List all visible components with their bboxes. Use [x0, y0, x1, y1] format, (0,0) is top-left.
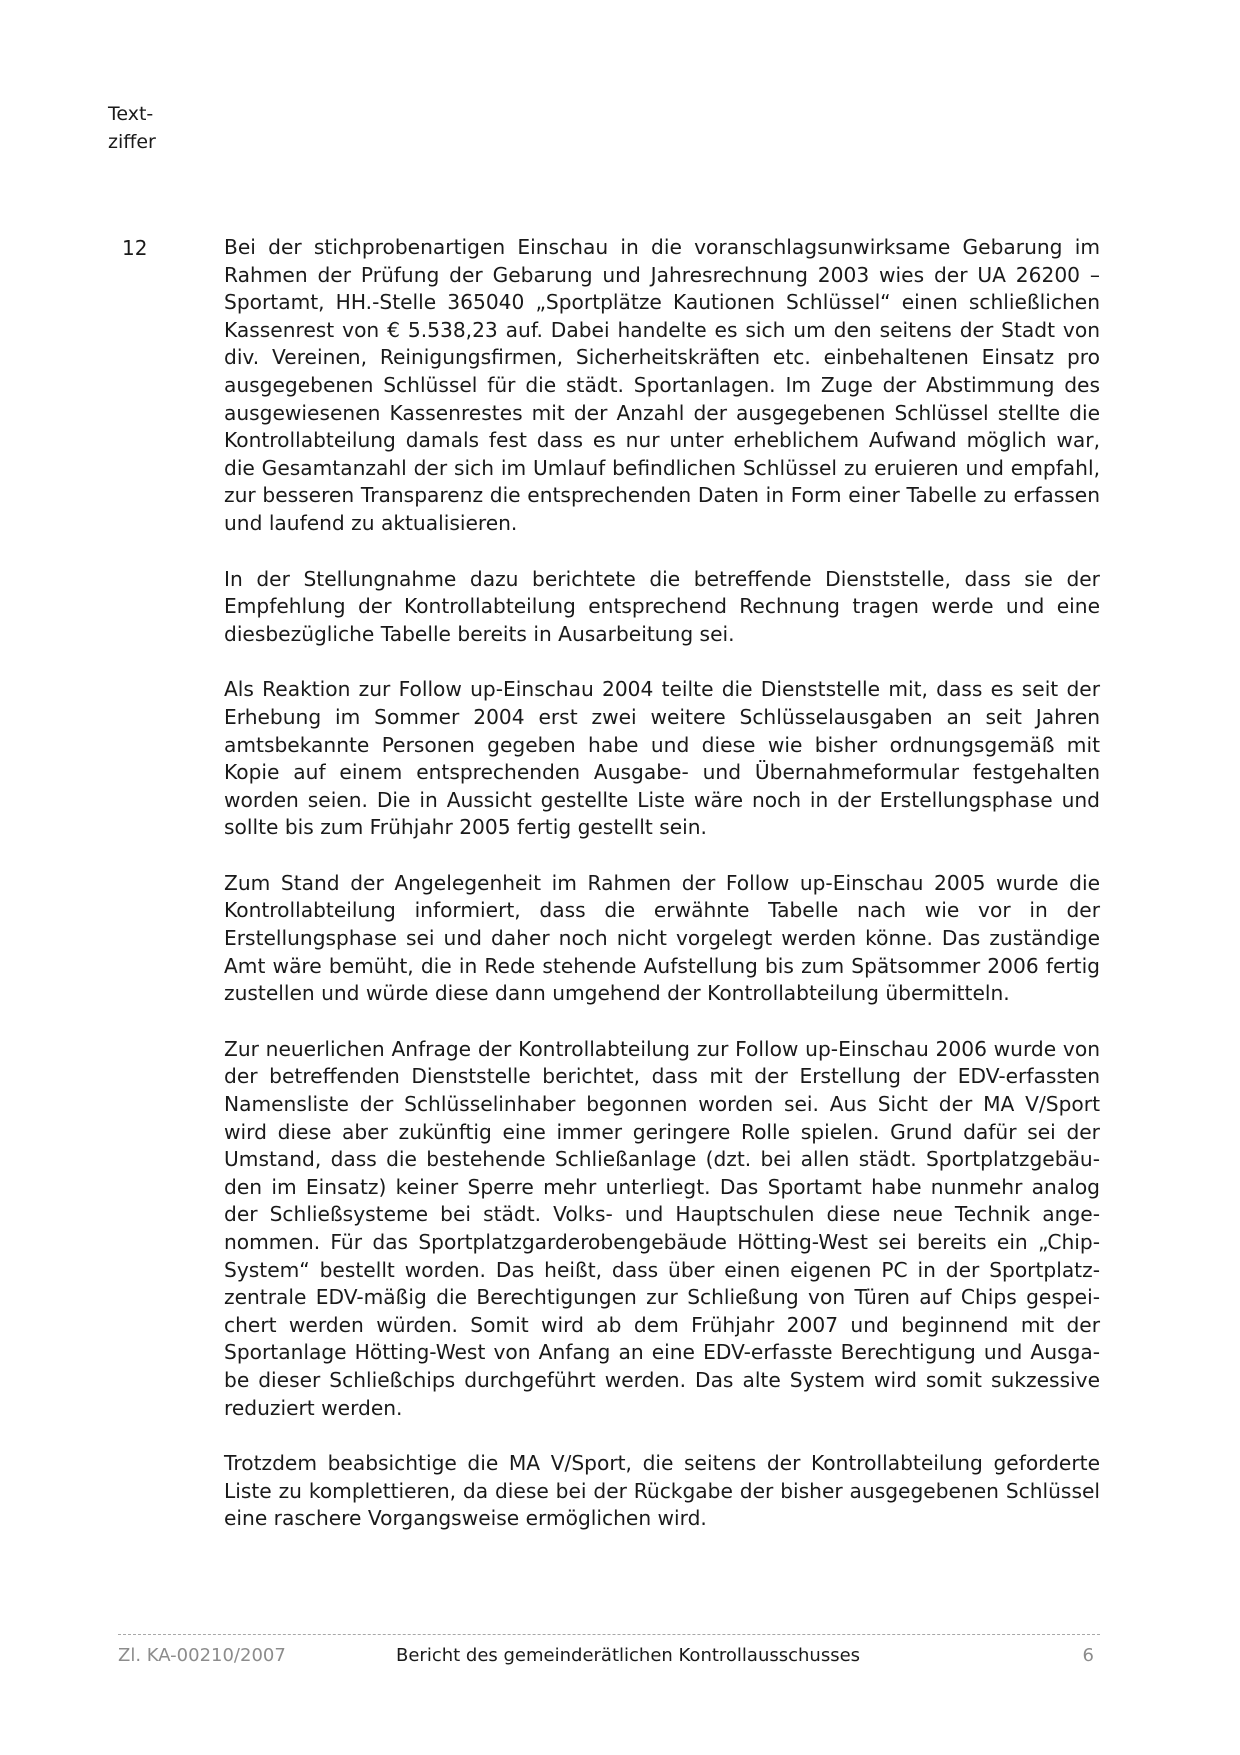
paragraph-4: Zum Stand der Angelegenheit im Rahmen der Follow up-Einschau 2005 wurde die Kontrollabteilung informiert, dass die erwähnte Tabelle nach wie vor in der Erstellungsphase sei und daher noch nicht vorgelegt werden könne. Das zuständige Amt wäre bemüht, die in Rede stehende Aufstellung bis zum Spätsommer 2006 fertig zustellen und würde diese dann umgehend der Kontrollabteilung übermitteln. — [224, 870, 1100, 1006]
page-footer — [118, 1643, 1100, 1673]
footer-reference: Zl. KA-00210/2007 — [118, 1645, 286, 1666]
paragraph-2: In der Stellungnahme dazu berichtete die betreffende Dienststelle, dass sie der Empfehlung der Kontrollabteilung entsprechend Rechnung tragen werde und eine diesbezügliche Tabelle bereits in Ausarbeitung sei. — [224, 566, 1100, 646]
paragraph-6: Trotzdem beabsichtige die MA V/Sport, die seitens der Kontrollabteilung geforderte Liste zu komplettieren, da diese bei der Rückgabe der bisher ausgegebenen Schlüssel eine raschere Vorgangsweise ermöglichen wird. — [224, 1451, 1100, 1531]
footer-title: Bericht des gemeinderätlichen Kontrollausschusses — [396, 1645, 861, 1666]
margin-label-line-2: ziffer — [108, 131, 156, 153]
paragraph-3: Als Reaktion zur Follow up-Einschau 2004 teilte die Dienststelle mit, dass es seit der Erhebung im Sommer 2004 erst zwei weitere Schlüsselausgaben an seit Jahren amtsbekannte Personen gegeben habe und diese wie bisher ordnungsgemäß mit Kopie auf einem entsprechenden Ausgabe- und Übernahmeformular festgehalten worden seien. Die in Aussicht gestellte Liste wäre noch in der Erstellungsphase und sollte bis zum Frühjahr 2005 fertig gestellt sein. — [224, 677, 1100, 840]
margin-label-textziffer — [108, 100, 188, 156]
paragraph-1: Bei der stichprobenartigen Einschau in die voranschlagsunwirksame Gebarung im Rahmen der Prüfung der Gebarung und Jahresrechnung 2003 wies der UA 26200 – Sportamt, HH.-Stelle 365040 „Sportplätze Kautionen Schlüssel“ einen schließlichen Kassenrest von € 5.538,23 auf. Dabei handelte es sich um den seitens der Stadt von div. Vereinen, Reinigungsfirmen, Sicherheitskräften etc. einbehaltenen Einsatz pro ausgegebenen Schlüssel für die städt. Sportanlagen. Im Zuge der Abstimmung des ausgewiesenen Kassenrestes mit der Anzahl der ausgegebenen Schlüssel stellte die Kontrollabteilung damals fest dass es nur unter erheblichem Aufwand möglich war, die Gesamtanzahl der sich im Umlauf befindlichen Schlüssel zu eruieren und empfahl, zur besseren Transparenz die entsprechenden Daten in Form einer Tabelle zu erfassen und laufend zu aktualisieren. — [224, 235, 1100, 535]
section-number: 12 — [122, 236, 148, 260]
margin-label-line-1: Text- — [108, 103, 154, 125]
footer-divider — [118, 1634, 1100, 1635]
section-body — [224, 234, 1100, 1561]
footer-page-number: 6 — [1082, 1645, 1094, 1666]
paragraph-5: Zur neuerlichen Anfrage der Kontrollabteilung zur Follow up-Einschau 2006 wurde von der betreffenden Dienststelle berichtet, dass mit der Erstellung der EDV-erfassten Namensliste der Schlüsselinhaber begonnen worden sei. Aus Sicht der MA V/Sport wird diese aber zukünftig eine immer geringere Rolle spielen. Grund dafür sei der Umstand, dass die bestehende Schließanlage (dzt. bei allen städt. Sportplatzgebäuden im Einsatz) keiner Sperre mehr unterliegt. Das Sportamt habe nunmehr analog der Schließsysteme bei städt. Volks- und Hauptschulen diese neue Technik angenommen. Für das Sportplatzgarderobengebäude Hötting-West sei bereits ein „Chip-System“ bestellt worden. Das heißt, dass über einen eigenen PC in der Sportplatzzentrale EDV-mäßig die Berechtigungen zur Schließung von Türen auf Chips gespeichert werden würden. Somit wird ab dem Frühjahr 2007 und beginnend mit der Sportanlage Hötting-West von Anfang an eine EDV-erfasste Berechtigung und Ausgabe dieser Schließchips durchgeführt werden. Das alte System wird somit sukzessive reduziert werden. — [224, 1036, 1100, 1420]
